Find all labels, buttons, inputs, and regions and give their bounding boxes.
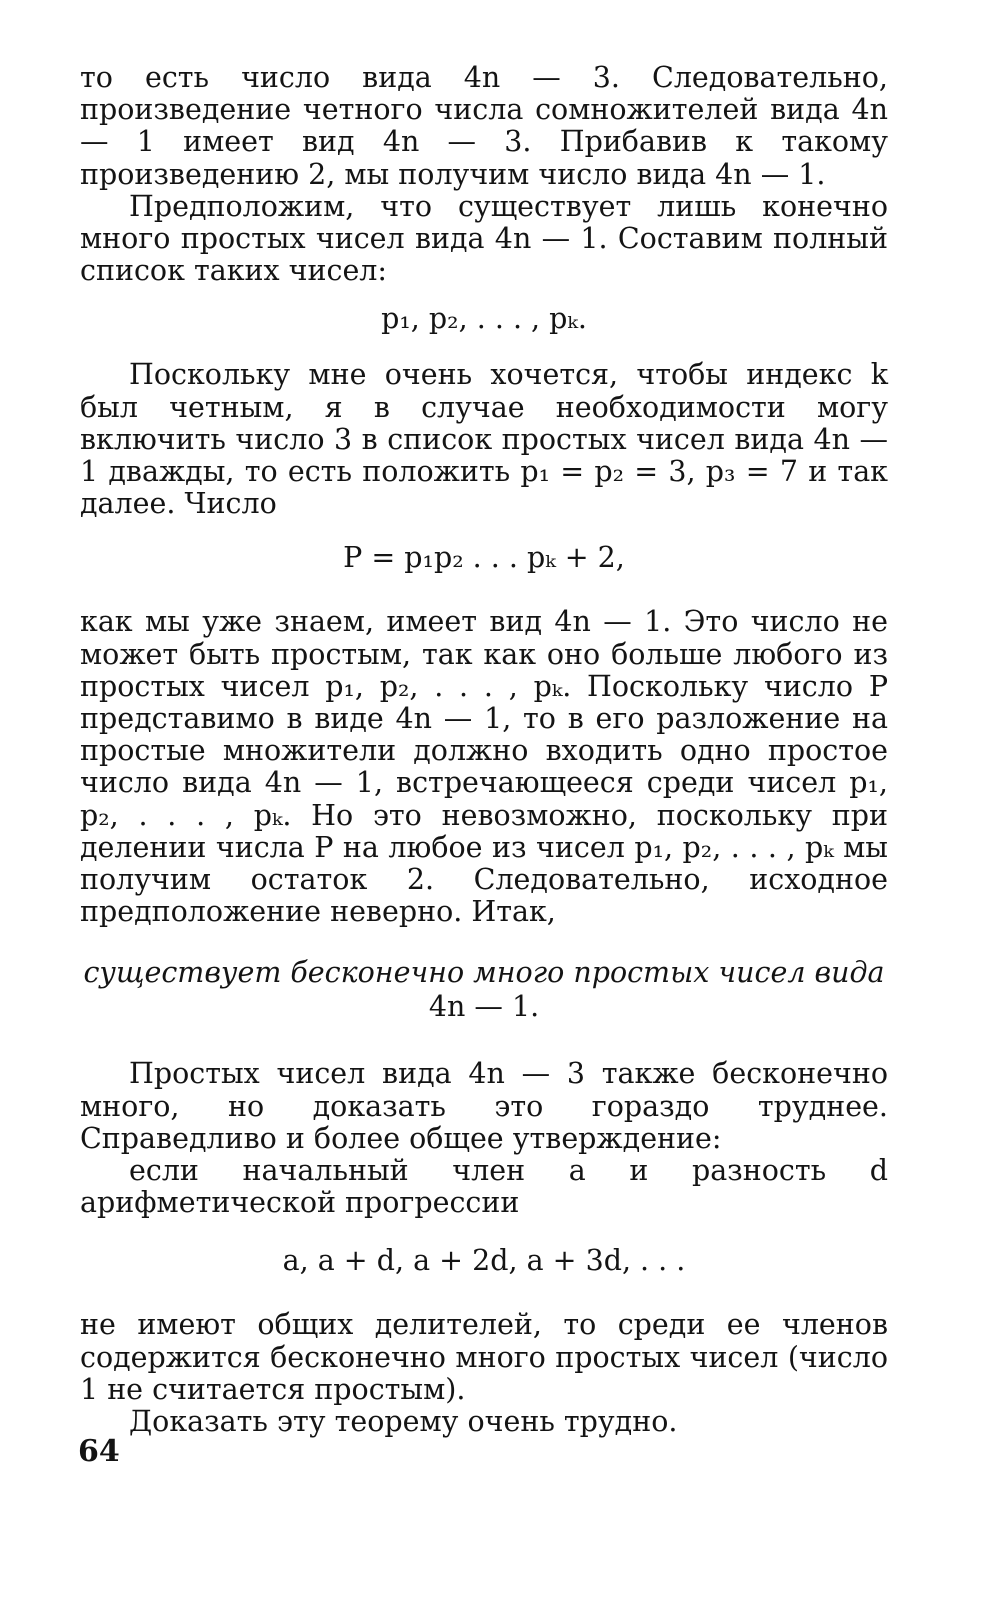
theorem-line-1: существует бесконечно много простых чисел вида: [83, 956, 885, 990]
page-body: [80, 62, 888, 1438]
paragraph-5: Простых чисел вида 4n — 3 также бесконечно много, но доказать это гораздо труднее. Справедливо и более общее утверждение:: [80, 1057, 888, 1155]
paragraph-1: то есть число вида 4n — 3. Следовательно, произведение четного числа сомножителей вида 4n — 1 имеет вид 4n — 3. Прибавив к такому произведению 2, мы получим число вида 4n — 1.: [80, 61, 888, 191]
paragraph-2: Предположим, что существует лишь конечно много простых чисел вида 4n — 1. Составим полный список таких чисел:: [80, 189, 888, 288]
formula-product: P = p₁p₂ . . . pₖ + 2,: [343, 541, 625, 575]
formula-progression: a, a + d, a + 2d, a + 3d, . . .: [282, 1244, 686, 1278]
theorem-statement: [80, 956, 888, 1024]
paragraph-3: Поскольку мне очень хочется, чтобы индекс k был четным, я в случае необходимости могу включить число 3 в список простых чисел вида 4n — 1 дважды, то есть положить p₁ = p₂ = 3, p₃ = 7 и так далее. Число: [80, 358, 888, 521]
paragraph-7: не имеют общих делителей, то среди ее членов содержится бесконечно много простых чисел (число 1 не считается простым).: [80, 1308, 888, 1406]
paragraph-8: Доказать эту теорему очень трудно.: [129, 1405, 678, 1439]
paragraph-4: как мы уже знаем, имеет вид 4n — 1. Это число не может быть простым, так как оно больше любого из простых чисел p₁, p₂, . . . , pₖ. Поскольку число P представимо в виде 4n — 1, то в его разложение на простые множители должно входить одно простое число вида 4n — 1, встречающееся среди чисел p₁, p₂, . . . , pₖ. Но это невозможно, поскольку при делении числа P на любое из чисел p₁, p₂, . . . , pₖ мы получим остаток 2. Следовательно, исходное предположение неверно. Итак,: [80, 605, 888, 929]
page-number: 64: [78, 1434, 120, 1469]
theorem-line-2: 4n — 1.: [428, 990, 540, 1024]
formula-prime-list: p₁, p₂, . . . , pₖ.: [381, 302, 587, 336]
paragraph-6: если начальный член a и разность d арифметической прогрессии: [80, 1154, 888, 1220]
